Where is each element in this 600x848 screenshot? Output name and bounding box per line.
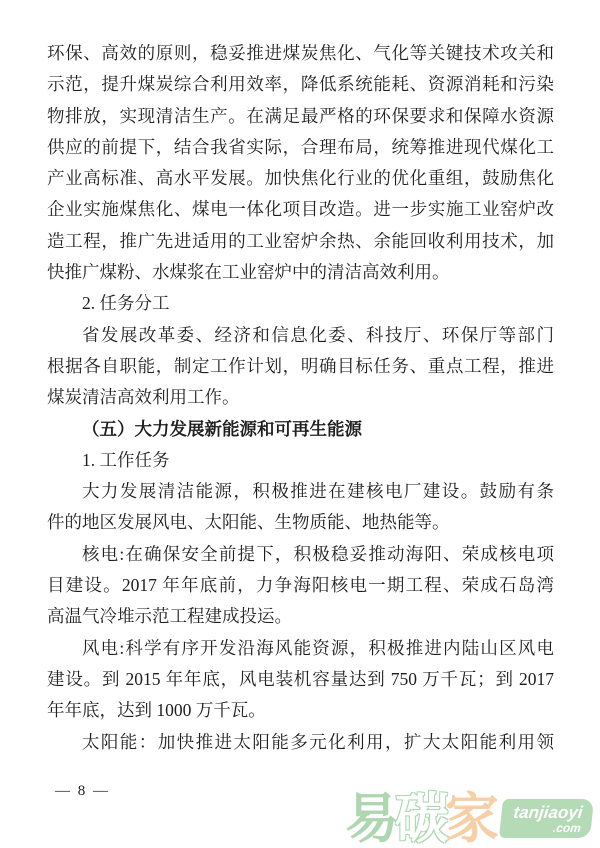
text-line: 造工程，推广先进适用的工业窑炉余热、余能回收利用技术，加 [47,230,554,251]
text-line: 物排放，实现清洁生产。在满足最严格的环保要求和保障水资源 [47,105,554,126]
text-line: 根据各自职能，制定工作计划，明确目标任务、重点工程，推进 [47,355,554,376]
text-line: 年年底，达到 1000 万千瓦。 [47,700,266,721]
section-heading: （五）大力发展新能源和可再生能源 [82,418,362,439]
text-line: 件的地区发展风电、太阳能、生物质能、地热能等。 [47,512,450,533]
text-line: 示范，提升煤炭综合利用效率，降低系统能耗、资源消耗和污染 [47,74,554,95]
text-line: 目建设。2017 年年底前，力争海阳核电一期工程、荣成石岛湾 [47,575,554,596]
text-line: 风电:科学有序开发沿海风能资源，积极推进内陆山区风电 [82,637,554,658]
watermark-char-jia: 家 [445,789,496,848]
text-line: 大力发展清洁能源，积极推进在建核电厂建设。鼓励有条 [82,481,554,502]
text-line: 建设。到 2015 年年底，风电装机容量达到 750 万千瓦；到 2017 [47,668,554,689]
section-number-heading: 1. 工作任务 [82,449,170,470]
text-line: 太阳能：加快推进太阳能多元化利用，扩大太阳能利用领 [82,731,554,752]
text-line: 产业高标准、高水平发展。加快焦化行业的优化重组，鼓励焦化 [47,168,554,189]
text-line: 环保、高效的原则，稳妥推进煤炭焦化、气化等关键技术攻关和 [47,43,554,63]
text-line: 煤炭清洁高效利用工作。 [47,387,240,408]
text-line: 快推广煤粉、水煤浆在工业窑炉中的清洁高效利用。 [47,262,450,283]
text-line: 高温气冷堆示范工程建成投运。 [47,606,292,627]
watermark-badge [499,799,594,838]
page-number: — 8 — [55,783,110,799]
watermark-domain-name: tanjiaoyi [512,803,584,822]
document-body [47,38,554,758]
text-line: 核电:在确保安全前提下，积极稳妥推动海阳、荣成核电项 [82,543,554,564]
text-line: 企业实施煤焦化、煤电一体化项目改造。进一步实施工业窑炉改 [47,199,554,220]
text-line: 供应的前提下，结合我省实际，合理布局，统筹推进现代煤化工 [47,136,554,157]
watermark-char-yi: 易 [345,789,396,848]
watermark-domain-tld: .com [552,821,582,835]
section-number-heading: 2. 任务分工 [82,293,170,314]
watermark-logo [345,789,592,848]
text-line: 省发展改革委、经济和信息化委、科技厅、环保厅等部门 [82,324,554,345]
watermark-char-tan: 碳 [395,789,446,848]
